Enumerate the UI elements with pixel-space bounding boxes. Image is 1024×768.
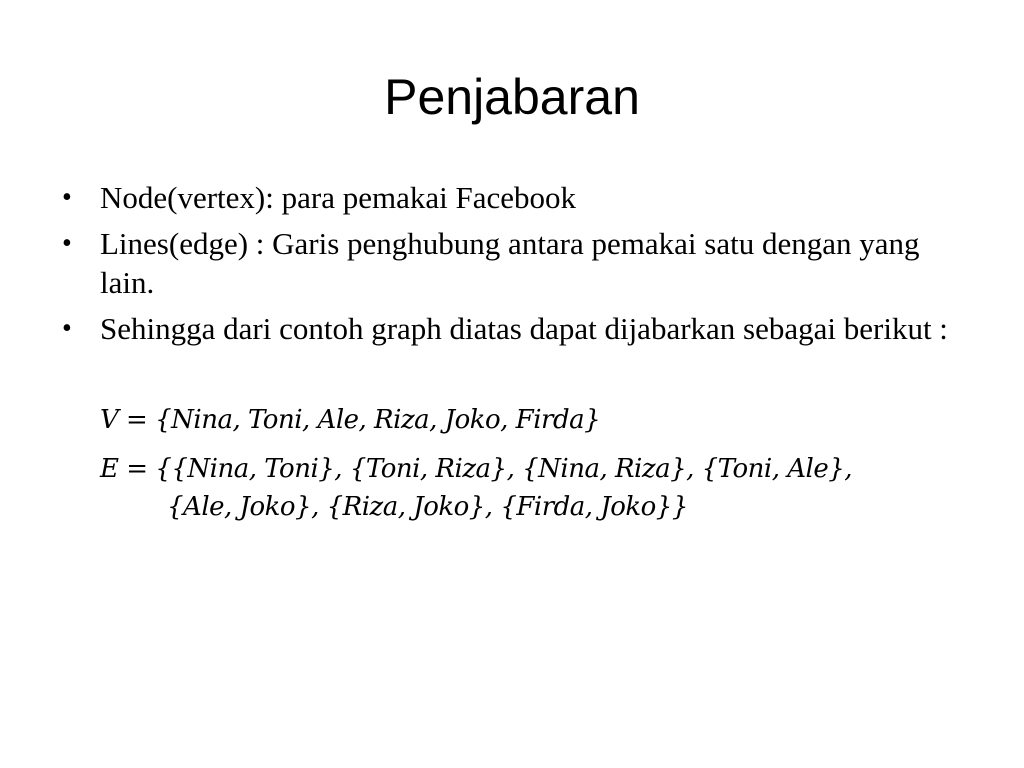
bullet-text: Sehingga dari contoh graph diatas dapat dijabarkan sebagai berikut : [100,311,948,346]
bullet-item [62,224,980,302]
bullet-list [62,178,980,355]
edge-set-equation-line-2: {Ale, Joko}, {Riza, Joko}, {Firda, Joko}} [167,492,688,522]
bullet-text: Lines(edge) : Garis penghubung antara pemakai satu dengan yang lain. [100,226,920,300]
vertex-set-equation: V = {Nina, Toni, Ale, Riza, Joko, Firda} [100,405,601,435]
bullet-item [62,309,980,348]
bullet-dot-icon: • [62,313,72,344]
bullet-dot-icon: • [62,182,72,213]
bullet-dot-icon: • [62,228,72,259]
bullet-item [62,178,980,217]
slide-title: Penjabaran [384,69,640,125]
edge-set-equation-line-1: E = {{Nina, Toni}, {Toni, Riza}, {Nina, Riza}, {Toni, Ale}, [100,454,853,484]
bullet-text: Node(vertex): para pemakai Facebook [100,180,576,215]
